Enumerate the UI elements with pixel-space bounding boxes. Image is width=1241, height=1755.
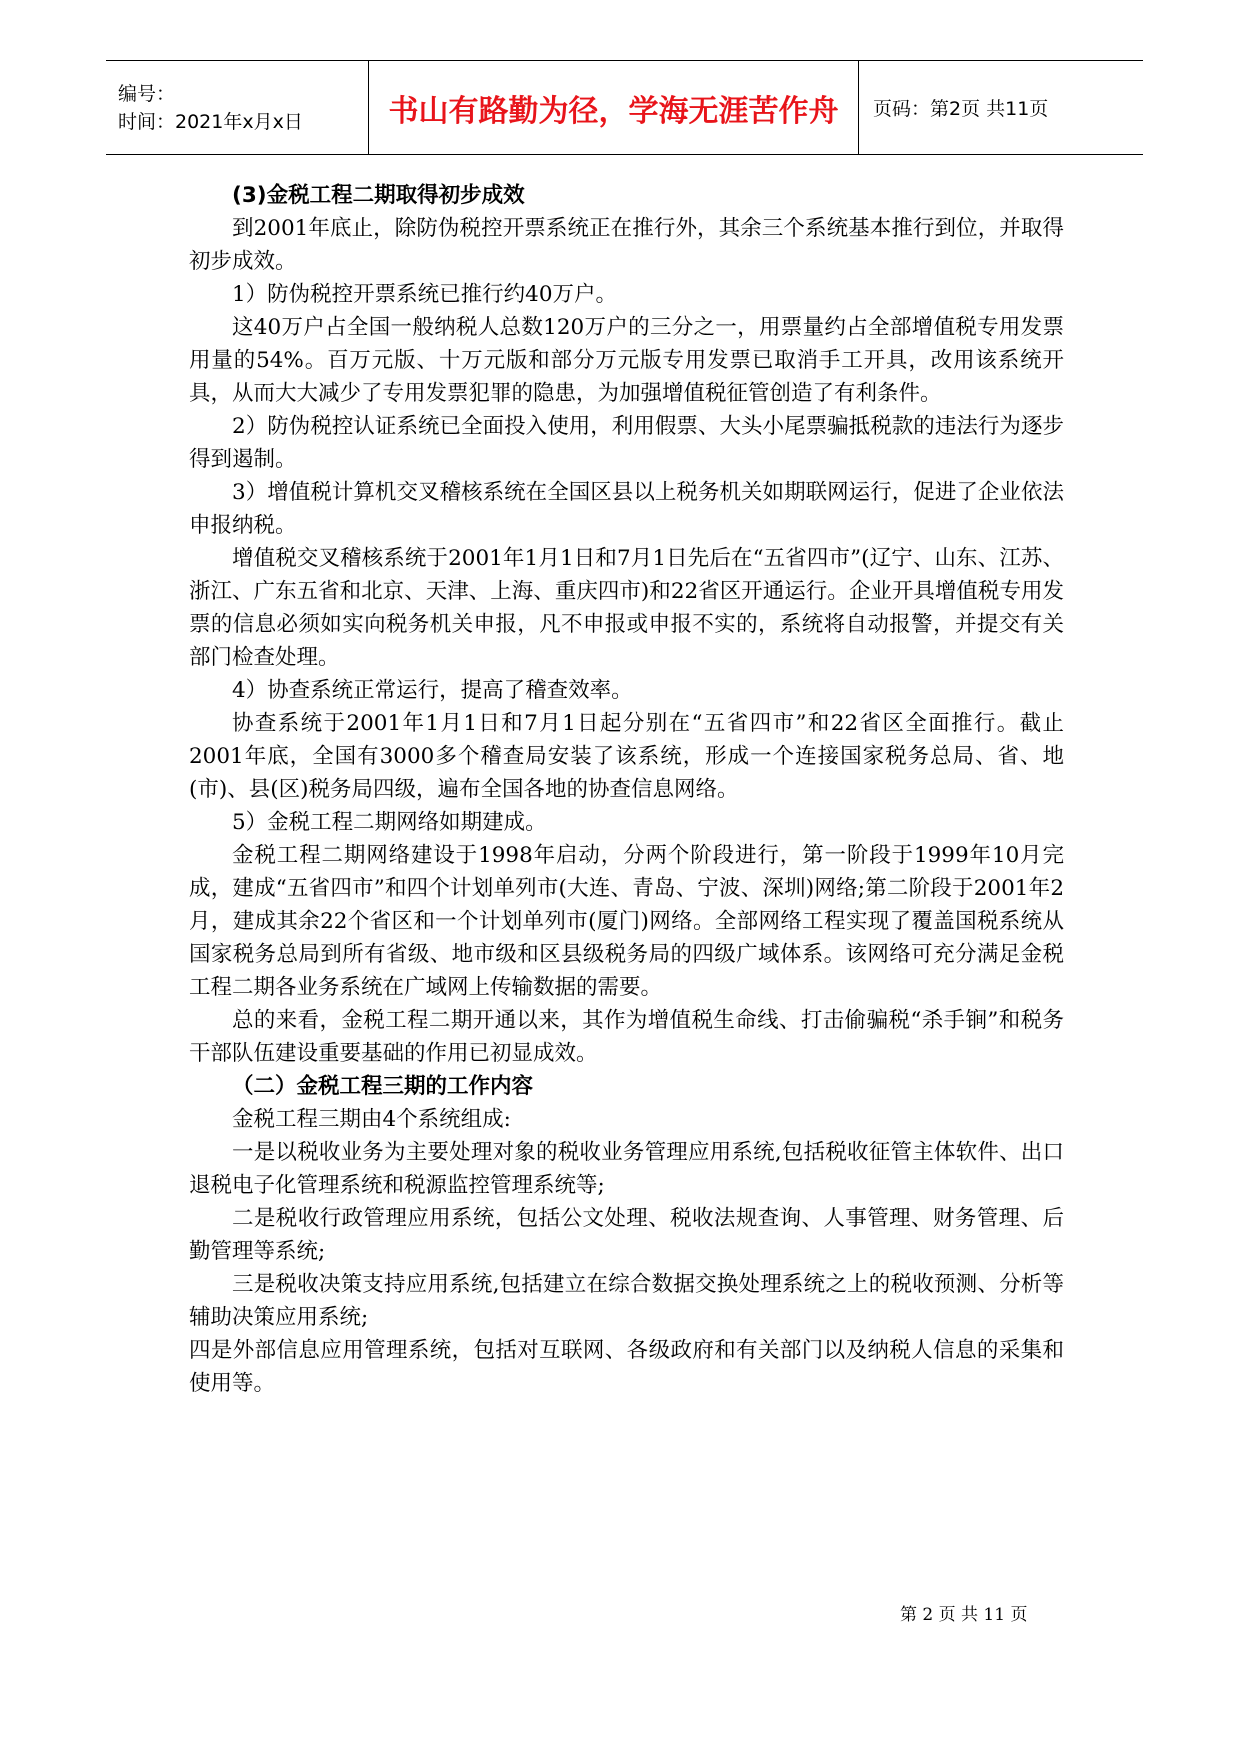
body-paragraph: 一是以税收业务为主要处理对象的税收业务管理应用系统,包括税收征管主体软件、出口退税电子化管理系统和税源监控管理系统等;: [189, 1140, 1064, 1198]
body-paragraph: 总的来看，金税工程二期开通以来，其作为增值税生命线、打击偷骗税“杀手锏”和税务干部队伍建设重要基础的作用已初显成效。: [189, 1008, 1064, 1066]
body-paragraph: 5）金税工程二期网络如期建成。: [232, 810, 547, 835]
section-heading: （二）金税工程三期的工作内容: [232, 1074, 534, 1099]
body-paragraph: 增值税交叉稽核系统于2001年1月1日和7月1日先后在“五省四市”(辽宁、山东、江苏、浙江、广东五省和北京、天津、上海、重庆四市)和22省区开通运行。企业开具增值税专用发票的信息必须如实向税务机关申报，凡不申报或申报不实的，系统将自动报警，并提交有关部门检查处理。: [189, 546, 1064, 670]
body-paragraph: 这40万户占全国一般纳税人总数120万户的三分之一，用票量约占全部增值税专用发票用量的54%。百万元版、十万元版和部分万元版专用发票已取消手工开具，改用该系统开具，从而大大减少了专用发票犯罪的隐患，为加强增值税征管创造了有利条件。: [189, 315, 1064, 406]
header-meta: [106, 61, 369, 154]
page-footer: 第 2 页 共 11 页: [900, 1605, 1028, 1625]
document-body: [189, 179, 1064, 1400]
body-paragraph: 三是税收决策支持应用系统,包括建立在综合数据交换处理系统之上的税收预测、分析等辅助决策应用系统;: [189, 1272, 1064, 1330]
header-motto: 书山有路勤为径，学海无涯苦作舟: [369, 61, 859, 154]
body-paragraph: 金税工程三期由4个系统组成:: [232, 1107, 511, 1132]
body-paragraph: 到2001年底止，除防伪税控开票系统正在推行外，其余三个系统基本推行到位，并取得初步成效。: [189, 216, 1064, 274]
body-paragraph: 4）协查系统正常运行，提高了稽查效率。: [232, 678, 633, 703]
document-time: 时间：2021年x月x日: [118, 110, 303, 133]
body-paragraph: 1）防伪税控开票系统已推行约40万户。: [232, 282, 618, 307]
body-paragraph: 协查系统于2001年1月1日和7月1日起分别在“五省四市”和22省区全面推行。截止2001年底，全国有3000多个稽查局安装了该系统，形成一个连接国家税务总局、省、地(市)、县(区)税务局四级，遍布全国各地的协查信息网络。: [189, 711, 1064, 802]
body-paragraph: 金税工程二期网络建设于1998年启动，分两个阶段进行，第一阶段于1999年10月完成，建成“五省四市”和四个计划单列市(大连、青岛、宁波、深圳)网络;第二阶段于2001年2月，建成其余22个省区和一个计划单列市(厦门)网络。全部网络工程实现了覆盖国税系统从国家税务总局到所有省级、地市级和区县级税务局的四级广域体系。该网络可充分满足金税工程二期各业务系统在广域网上传输数据的需要。: [189, 843, 1064, 1000]
section-heading: (3)金税工程二期取得初步成效: [232, 183, 525, 208]
header-page-code: 页码：第2页 共11页: [873, 98, 1049, 120]
body-paragraph: 二是税收行政管理应用系统，包括公文处理、税收法规查询、人事管理、财务管理、后勤管理等系统;: [189, 1206, 1064, 1264]
document-number-label: 编号：: [118, 82, 176, 105]
page-header: [106, 60, 1143, 155]
body-paragraph: 3）增值税计算机交叉稽核系统在全国区县以上税务机关如期联网运行，促进了企业依法申报纳税。: [189, 480, 1064, 538]
body-paragraph: 四是外部信息应用管理系统，包括对互联网、各级政府和有关部门以及纳税人信息的采集和使用等。: [189, 1338, 1064, 1396]
body-paragraph: 2）防伪税控认证系统已全面投入使用，利用假票、大头小尾票骗抵税款的违法行为逐步得到遏制。: [189, 414, 1064, 472]
